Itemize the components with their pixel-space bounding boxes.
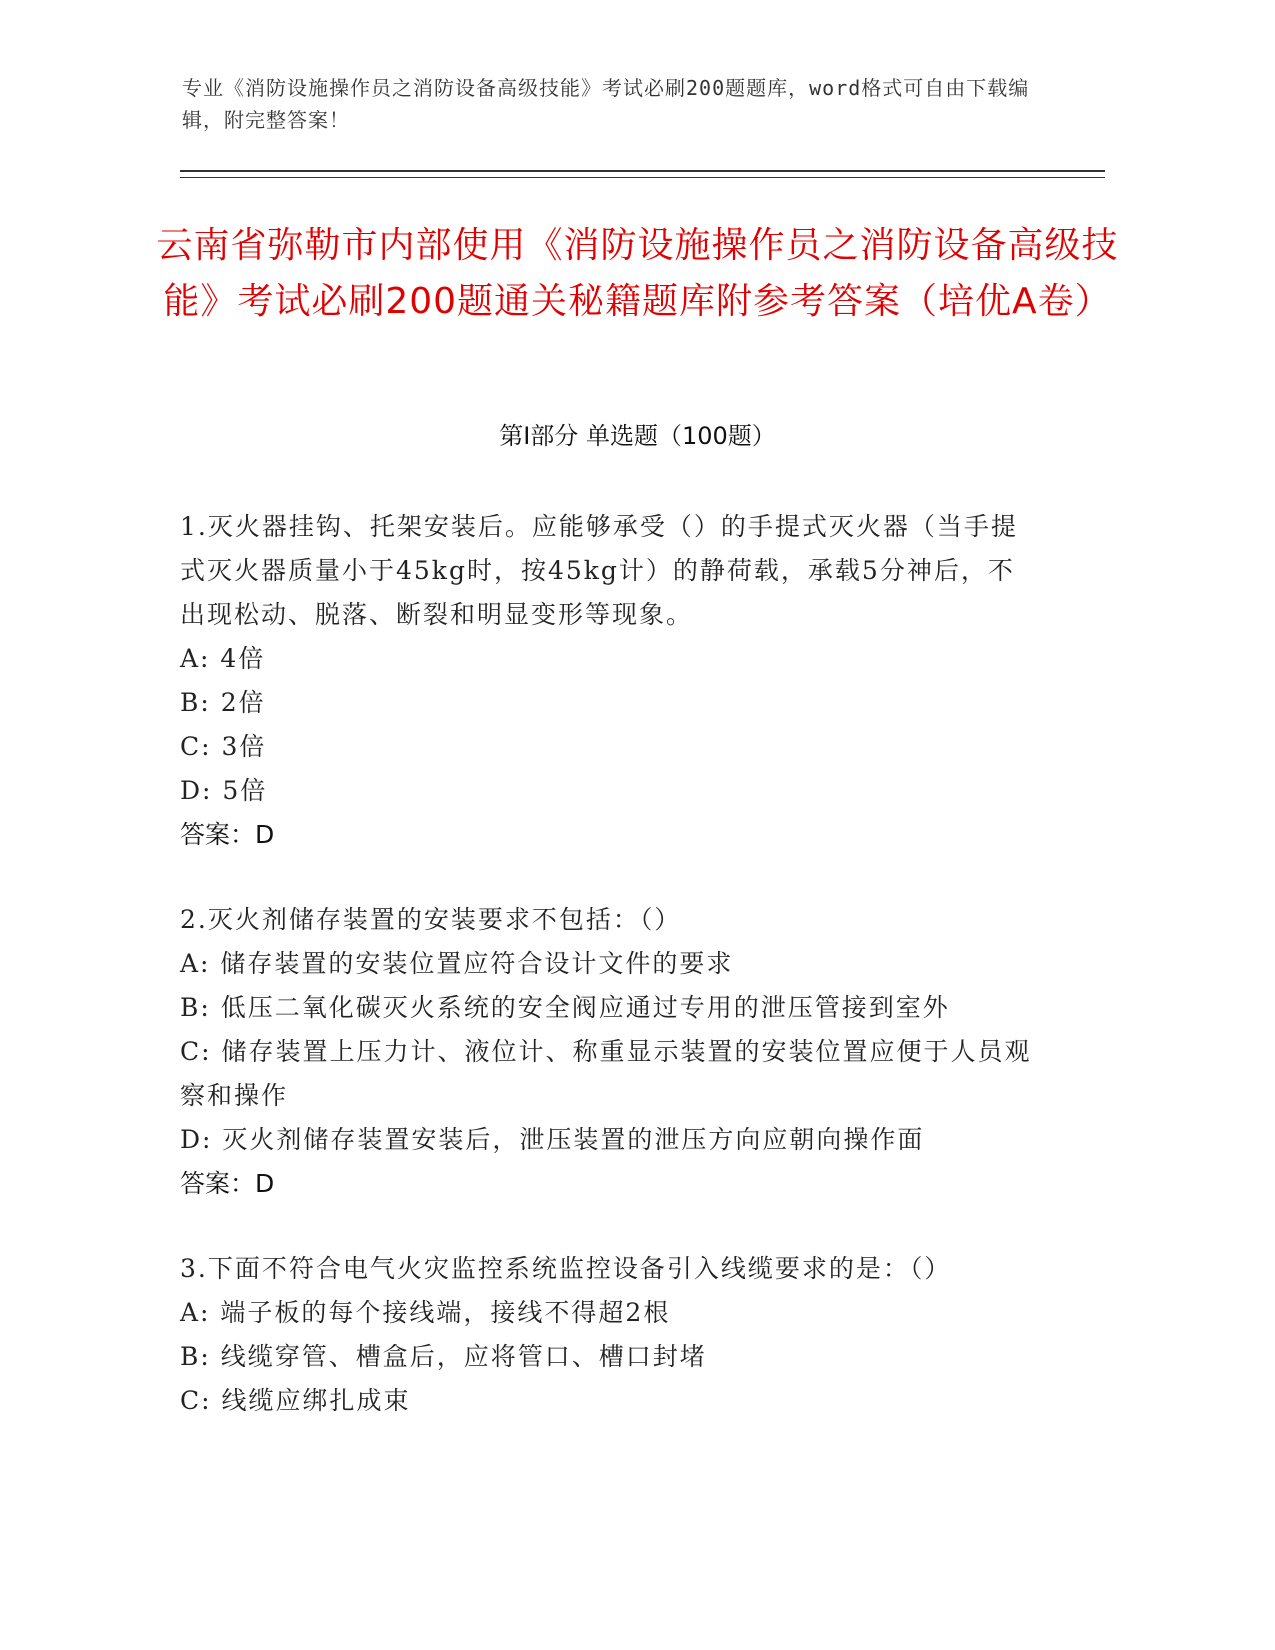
question-stem: 3.下面不符合电气火灾监控系统监控设备引入线缆要求的是：（） — [180, 1254, 952, 1283]
option-a: A: 端子板的每个接线端，接线不得超2根 — [180, 1298, 671, 1327]
document-title: 云南省弥勒市内部使用《消防设施操作员之消防设备高级技能》考试必刷200题通关秘籍题库附参考答案（培优A卷） — [156, 225, 1119, 322]
header-note: 专业《消防设施操作员之消防设备高级技能》考试必刷200题题库，word格式可自由下载编辑，附完整答案！ — [182, 76, 1030, 132]
option-b: B: 线缆穿管、槽盒后，应将管口、槽口封堵 — [180, 1342, 707, 1371]
option-c: C: 3倍 — [180, 732, 267, 761]
header-divider-thin — [180, 177, 1105, 178]
answer-line: 答案：D — [180, 820, 275, 849]
question-item — [180, 1247, 1040, 1423]
option-c: C: 线缆应绑扎成束 — [180, 1386, 411, 1415]
option-d: D: 5倍 — [180, 776, 268, 805]
section-heading: 第Ⅰ部分 单选题（100题） — [499, 422, 776, 450]
option-b: B: 低压二氧化碳灭火系统的安全阀应通过专用的泄压管接到室外 — [180, 993, 950, 1022]
option-d: D: 灭火剂储存装置安装后，泄压装置的泄压方向应朝向操作面 — [180, 1125, 925, 1154]
question-item — [180, 505, 1040, 857]
question-item — [180, 898, 1040, 1206]
question-list — [180, 505, 1040, 1464]
option-a: A: 4倍 — [180, 644, 266, 673]
option-a: A: 储存装置的安装位置应符合设计文件的要求 — [180, 949, 734, 978]
option-c: C: 储存装置上压力计、液位计、称重显示装置的安装位置应便于人员观察和操作 — [180, 1037, 1032, 1110]
question-stem: 1.灭火器挂钩、托架安装后。应能够承受（）的手提式灭火器（当手提式灭火器质量小于45kg时，按45kg计）的静荷载，承载5分神后，不出现松动、脱落、断裂和明显变形等现象。 — [180, 512, 1018, 629]
answer-line: 答案：D — [180, 1169, 275, 1198]
header-divider-thick — [180, 170, 1105, 172]
option-b: B: 2倍 — [180, 688, 266, 717]
question-stem: 2.灭火剂储存装置的安装要求不包括：（） — [180, 905, 682, 934]
